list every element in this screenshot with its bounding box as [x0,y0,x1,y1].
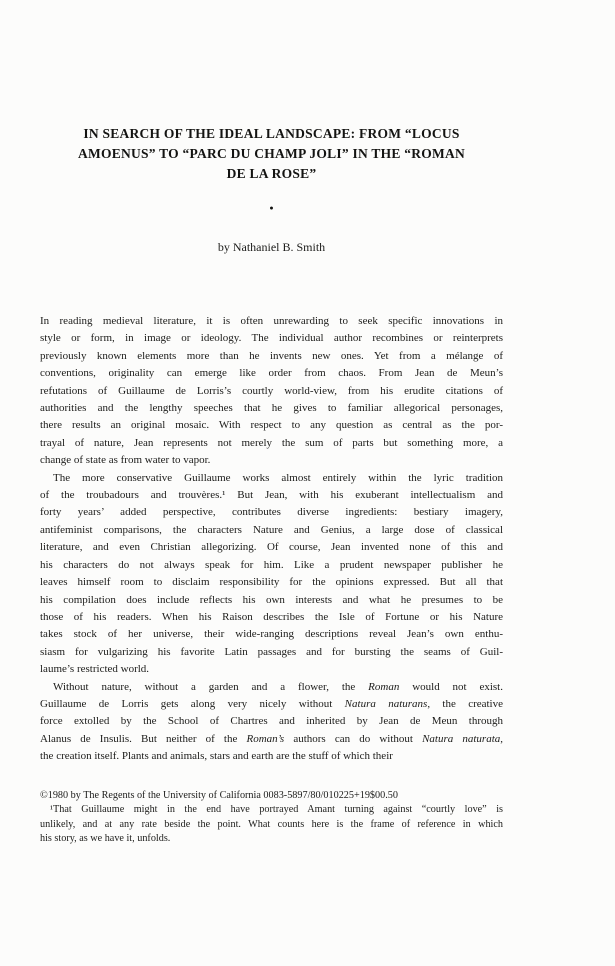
text-segment: his story, as we have it, unfolds. [40,832,171,844]
text-segment: leaves himself room to disclaim responsibility for the opinions expressed. But all that [40,576,503,589]
text-segment: those of his readers. When his Raison describes the Isle of Fortune or his Nature [40,610,503,623]
text-segment: style or form, in image or ideology. The individual author recombines or reinterprets [40,332,503,345]
text-line [40,348,503,365]
text-segment: siasm for vulgarizing his favorite Latin passages and for bursting the seams of Guil- [40,645,503,658]
text-segment: force extolled by the School of Chartres and inherited by Jean de Meun through [40,715,503,728]
text-segment: Without nature, without a garden and a flower, the [53,680,369,693]
article-title-line: DE LA ROSE” [226,166,317,181]
text-line [40,470,503,487]
text-line [40,661,503,678]
article-title-line: IN SEARCH OF THE IDEAL LANDSCAPE: FROM “LOCUS [83,126,460,141]
italic-text-segment: Roman’s [246,732,285,745]
paragraph [40,470,503,679]
footnote-text [40,803,503,846]
footnote-block [40,789,503,846]
text-segment: authorities and the lengthy speeches that he gives to familiar allegorical personages, [40,402,503,415]
text-segment: Guillaume de Lorris gets along very nicely without [40,697,345,710]
text-segment: change of state as from water to vapor. [40,454,211,467]
text-line [40,365,503,382]
text-segment: unlikely, and at any rate beside the point. What counts here is the frame of reference in which [40,818,503,830]
text-line [40,400,503,417]
text-line [40,557,503,574]
text-line [40,818,503,832]
text-segment: forty years’ added perspective, contributes diverse ingredients: bestiary imagery, [40,506,503,519]
text-segment: , [500,732,503,745]
text-line [40,383,503,400]
text-segment: previously known elements more than he invents new ones. Yet from a mélange of [40,349,503,362]
text-segment: takes stock of her universe, their wide-ranging descriptions reveal Jean’s own enthu- [40,628,503,641]
italic-text-segment: Natura naturans [344,697,428,710]
text-segment: trayal of nature, Jean represents not merely the sum of parts but something more, a [40,436,503,449]
text-line [40,504,503,521]
text-segment: , the creative [427,697,503,710]
text-segment: his characters do not always speak for him. Like a prudent newspaper publisher he [40,558,503,571]
paragraph [40,679,503,766]
paragraph [40,803,503,846]
text-line [40,539,503,556]
text-segment: his compilation does include reflects his own interests and what he presumes to be [40,593,503,606]
text-segment: would not exist. [399,680,503,693]
byline: by Nathaniel B. Smith [217,240,326,254]
text-line [40,803,503,817]
text-line [40,679,503,696]
text-segment: In reading medieval literature, it is often unrewarding to seek specific innovations in [40,315,503,327]
text-segment: authors can do without [284,732,423,745]
text-segment: laume’s restricted world. [40,663,150,676]
text-segment: of the troubadours and trouvères.¹ But Jean, with his exuberant intellectualism and [40,489,503,502]
text-line [40,696,503,713]
text-segment: literature, and even Christian allegorizing. Of course, Jean invented none of this and [40,541,503,554]
text-line [40,313,503,330]
text-line [40,417,503,434]
article-title [40,124,503,184]
text-segment: there results an original mosaic. With respect to any question as central as the por- [40,419,503,432]
text-line [40,713,503,730]
text-line [40,592,503,609]
copyright-line: ©1980 by The Regents of the University of California 0083-5897/80/010225+19$00.50 [40,790,398,801]
text-line [40,574,503,591]
text-segment: refutations of Guillaume de Lorris’s courtly world-view, from his erudite citations of [40,384,503,397]
text-segment: conventions, originality can emerge like order from chaos. From Jean de Meun’s [40,367,503,380]
article-body [40,313,503,766]
text-segment: Alanus de Insulis. But neither of the [40,732,247,745]
text-line [40,832,503,846]
text-line [40,330,503,347]
text-line [40,452,503,469]
section-separator-bullet: ● [269,204,274,212]
text-line [40,626,503,643]
paragraph [40,313,503,470]
text-line [40,731,503,748]
italic-text-segment: Natura naturata [422,732,501,745]
text-line [40,609,503,626]
text-line [40,644,503,661]
italic-text-segment: Roman [368,680,400,693]
text-segment: the creation itself. Plants and animals, stars and earth are the stuff of which their [40,750,393,763]
text-segment: antifeminist comparisons, the characters Nature and Genius, a large dose of classical [40,523,503,536]
text-line [40,748,503,765]
text-line [40,522,503,539]
text-line [40,487,503,504]
text-line [40,435,503,452]
article-title-line: AMOENUS” TO “PARC DU CHAMP JOLI” IN THE “ROMAN [77,146,466,161]
text-segment: The more conservative Guillaume works almost entirely within the lyric tradition [53,471,503,484]
text-segment: ¹That Guillaume might in the end have portrayed Amant turning against “courtly love” is [50,804,503,816]
